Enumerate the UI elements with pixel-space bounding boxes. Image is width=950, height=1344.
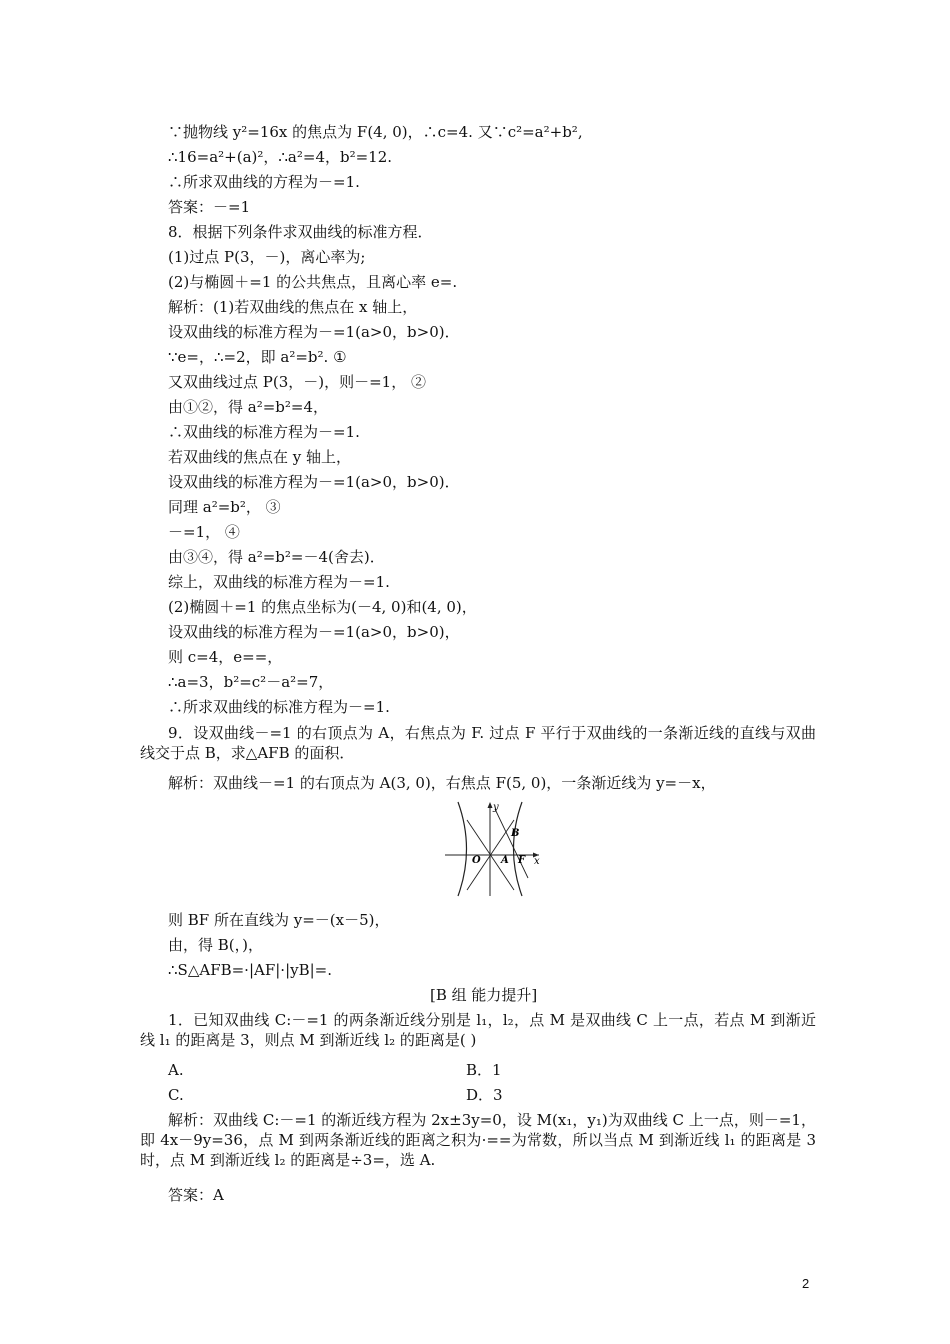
text-line: 设双曲线的标准方程为－=1(a>0，b>0)， <box>168 623 460 641</box>
option-c: C. <box>168 1086 184 1104</box>
text-line: ∴双曲线的标准方程为－=1. <box>168 423 360 441</box>
text-line: 综上，双曲线的标准方程为－=1. <box>168 573 390 591</box>
answer-1: 答案：A <box>168 1186 224 1204</box>
text-line: 则 BF 所在直线为 y=－(x－5)， <box>168 911 390 929</box>
text-line: ∴16=a²+(a)²，∴a²=4，b²=12. <box>168 148 393 166</box>
page-number: 2 <box>802 1276 810 1291</box>
text-line: 又双曲线过点 P(3，－)，则－=1， ② <box>168 373 426 391</box>
hyperbola-left-branch <box>458 802 467 896</box>
question-1: 1．已知双曲线 C:－=1 的两条渐近线分别是 l₁，l₂，点 M 是双曲线 C 上一点，若点 M 到渐近线 l₁ 的距离是 3，则点 M 到渐近线 l₂ 的距离是( ) <box>140 1011 816 1049</box>
label-a: A <box>501 855 509 866</box>
text-line: 解析：双曲线－=1 的右顶点为 A(3, 0)，右焦点 F(5, 0)，一条渐近线为 y=－x， <box>168 774 716 792</box>
question-9: 9．设双曲线－=1 的右顶点为 A，右焦点为 F. 过点 F 平行于双曲线的一条渐近线的直线与双曲线交于点 B，求△AFB 的面积． <box>140 724 816 762</box>
hyperbola-right-branch <box>514 802 523 896</box>
text-line: 由①②，得 a²=b²=4， <box>168 398 329 416</box>
text-line: 解析：(1)若双曲线的焦点在 x 轴上， <box>168 298 418 316</box>
text-line: 由，得 B(，)， <box>168 936 263 954</box>
text-line: 同理 a²=b²， ③ <box>168 498 281 516</box>
text-line: (2)与椭圆＋=1 的公共焦点，且离心率 e=. <box>168 273 458 291</box>
text-line: 则 c=4，e==， <box>168 648 283 666</box>
text-line: ∴所求双曲线的标准方程为－=1. <box>168 698 390 716</box>
section-heading: [B 组 能力提升] <box>430 986 538 1004</box>
label-f: F <box>518 855 526 866</box>
y-axis-arrow <box>488 802 493 808</box>
option-d: D．3 <box>466 1086 503 1104</box>
text-line: (1)过点 P(3，－)，离心率为; <box>168 248 366 266</box>
text-line: ∴S△AFB=·|AF|·|yB|=. <box>168 961 333 979</box>
text-line: ∴a=3，b²=c²－a²=7， <box>168 673 334 691</box>
line-bf <box>495 809 528 878</box>
option-b: B．1 <box>466 1061 502 1079</box>
text-line: ∴所求双曲线的方程为－=1. <box>168 173 360 191</box>
text-line: 答案：－=1 <box>168 198 251 216</box>
text-line: －=1， ④ <box>168 523 240 541</box>
label-y: y <box>493 802 499 813</box>
option-a: A. <box>168 1061 184 1079</box>
text-line: 由③④，得 a²=b²=－4(舍去)． <box>168 548 385 566</box>
label-b: B <box>511 828 520 839</box>
text-line: 设双曲线的标准方程为－=1(a>0，b>0)． <box>168 323 460 341</box>
text-line: ∵抛物线 y²=16x 的焦点为 F(4, 0)，∴c=4. 又∵c²=a²+b², <box>168 123 583 141</box>
text-line: ∵e=，∴=2，即 a²=b². ① <box>168 348 347 366</box>
text-line: (2)椭圆＋=1 的焦点坐标为(－4, 0)和(4, 0)， <box>168 598 477 616</box>
text-line: 设双曲线的标准方程为－=1(a>0，b>0)． <box>168 473 460 491</box>
text-line: 若双曲线的焦点在 y 轴上， <box>168 448 352 466</box>
question-8: 8．根据下列条件求双曲线的标准方程． <box>168 223 433 241</box>
label-x: x <box>534 856 540 867</box>
hyperbola-figure <box>443 798 543 898</box>
label-o: O <box>472 855 481 866</box>
solution-1: 解析：双曲线 C:－=1 的渐近线方程为 2x±3y=0，设 M(x₁，y₁)为双曲线 C 上一点，则－=1，即 4x－9y=36，点 M 到两条渐近线的距离之积为·==为常数，所以当点 M 到渐近线 l₁ 的距离是 3 时，点 M 到渐近线 l₂ 的距离是÷3=，选 A. <box>140 1111 816 1169</box>
